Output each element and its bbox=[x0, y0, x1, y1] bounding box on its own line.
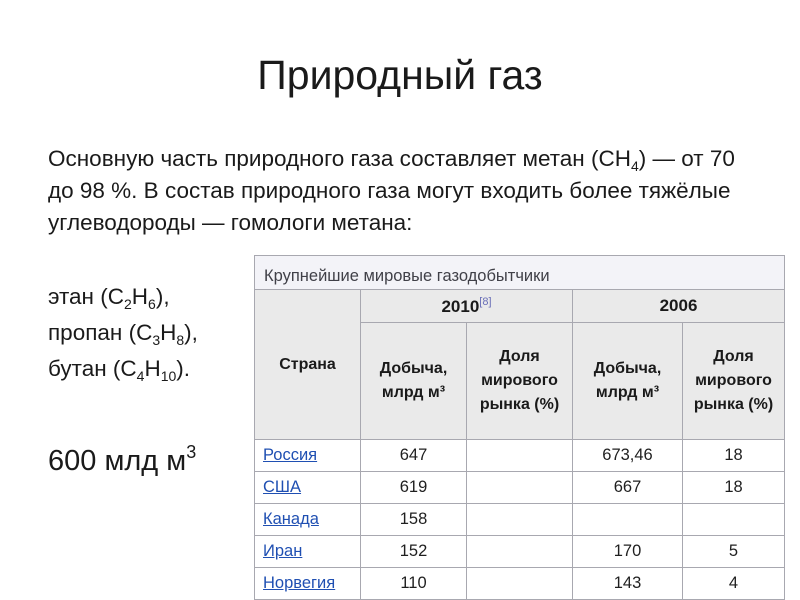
share-2006-header: Доля мирового рынка (%) bbox=[683, 323, 785, 440]
gas-volume: 600 млд $м^3$ bbox=[48, 442, 197, 477]
year-2006-header: 2006 bbox=[573, 290, 785, 323]
intro-paragraph bbox=[48, 143, 738, 239]
table-row bbox=[255, 440, 785, 472]
table-row bbox=[255, 472, 785, 504]
country-header: Страна bbox=[255, 290, 361, 440]
country-link-canada[interactable]: Канада bbox=[263, 510, 319, 528]
production-2006: 170 bbox=[573, 536, 683, 568]
production-2006-header: Добыча, млрд м³ bbox=[573, 323, 683, 440]
share-2010 bbox=[467, 568, 573, 600]
share-2010 bbox=[467, 472, 573, 504]
table-row bbox=[255, 536, 785, 568]
table-row bbox=[255, 568, 785, 600]
share-2010 bbox=[467, 440, 573, 472]
gas-producers-table bbox=[254, 255, 785, 600]
production-2010: 647 bbox=[361, 440, 467, 472]
table-caption: Крупнейшие мировые газодобытчики bbox=[255, 256, 785, 290]
homolog-propane: пропан $(C_3H_8)$, bbox=[48, 320, 198, 348]
country-link-iran[interactable]: Иран bbox=[263, 542, 303, 560]
share-2006: 18 bbox=[683, 440, 785, 472]
slide-title: Природный газ bbox=[257, 52, 543, 98]
production-2006: 143 bbox=[573, 568, 683, 600]
production-2006: 667 bbox=[573, 472, 683, 504]
reference-link[interactable]: [8] bbox=[479, 295, 492, 308]
share-2006 bbox=[683, 504, 785, 536]
share-2010 bbox=[467, 536, 573, 568]
production-2006 bbox=[573, 504, 683, 536]
share-2006: 18 bbox=[683, 472, 785, 504]
production-2010: 158 bbox=[361, 504, 467, 536]
production-2010: 110 bbox=[361, 568, 467, 600]
homolog-ethane: этан $(C_2H_6)$, bbox=[48, 284, 170, 312]
ch4-subscript: 4 bbox=[630, 158, 639, 174]
table-row bbox=[255, 504, 785, 536]
share-2006: 5 bbox=[683, 536, 785, 568]
country-link-norway[interactable]: Норвегия bbox=[263, 574, 336, 592]
production-2010: 152 bbox=[361, 536, 467, 568]
share-2010 bbox=[467, 504, 573, 536]
share-2010-header: Доля мирового рынка (%) bbox=[467, 323, 573, 440]
year-2010-header: 2010[8] bbox=[361, 290, 573, 323]
production-2010-header: Добыча, млрд м³ bbox=[361, 323, 467, 440]
country-link-russia[interactable]: Россия bbox=[263, 446, 318, 464]
country-link-usa[interactable]: США bbox=[263, 478, 302, 496]
homolog-list bbox=[48, 279, 248, 387]
intro-text-start: Основную часть природного газа составляет метан (CH bbox=[48, 146, 631, 171]
homolog-butane: бутан $(C_4H_{10})$. bbox=[48, 356, 191, 384]
intro-text-end: ) — от 70 до 98 %. В состав природного газа могут входить более тяжёлые углеводороды — гомологи метана: bbox=[48, 146, 735, 235]
production-2010: 619 bbox=[361, 472, 467, 504]
share-2006: 4 bbox=[683, 568, 785, 600]
production-2006: 673,46 bbox=[573, 440, 683, 472]
